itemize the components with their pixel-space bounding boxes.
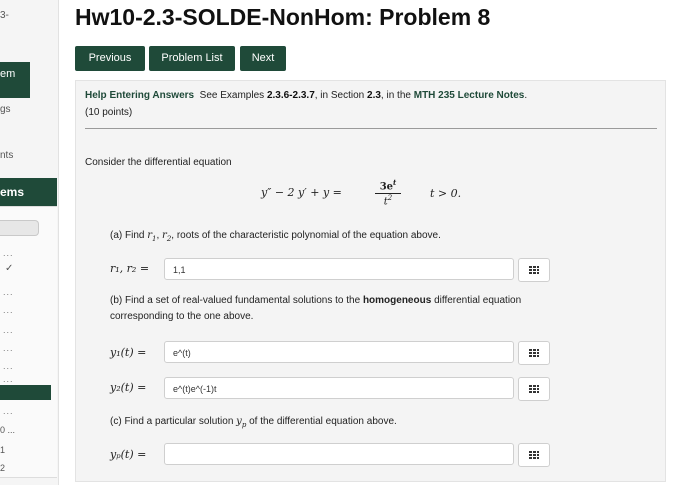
page-title: Hw10-2.3-SOLDE-NonHom: Problem 8 [75, 4, 491, 30]
sidebar-fragment[interactable]: nts [0, 150, 14, 161]
part-b-prompt-line2: corresponding to the one above. [110, 311, 254, 322]
equation-fraction [375, 178, 401, 208]
part-a-prompt [110, 230, 441, 243]
keypad-icon [529, 349, 539, 357]
y2-label: y₂(t) = [110, 381, 147, 394]
part-b-text: differential equation [434, 295, 522, 306]
sidebar-problem-item[interactable]: ... [3, 305, 14, 315]
yp-input[interactable] [164, 443, 514, 465]
y2-input[interactable]: e^(t)e^(-1)t [164, 377, 514, 399]
sidebar-problem-item[interactable]: 2 [0, 463, 6, 473]
keypad-icon [529, 385, 539, 393]
sidebar-item-active[interactable] [0, 62, 30, 98]
sidebar-problem-item[interactable]: ... [3, 374, 14, 384]
part-c-text: (c) Find a particular solution [110, 416, 234, 427]
equation-editor-button[interactable] [518, 377, 550, 401]
equation-editor-button[interactable] [518, 258, 550, 282]
r2-subscript: 2 [166, 235, 172, 243]
part-b-text: (b) Find a set of real-valued fundamental solutions to the [110, 295, 361, 306]
sidebar-input[interactable] [0, 220, 39, 236]
check-icon: ✓ [5, 263, 14, 274]
part-a-text: (a) Find [110, 230, 145, 241]
sidebar-problem-item[interactable]: ... [3, 287, 14, 297]
help-entering-answers-link[interactable]: Help Entering Answers [85, 90, 195, 101]
previous-button[interactable]: Previous [75, 46, 145, 71]
examples-ref: 2.3.6-2.3.7 [266, 90, 315, 101]
r1-subscript: 1 [152, 235, 157, 243]
divider [85, 128, 657, 129]
sidebar-problem-item[interactable]: ... [3, 325, 14, 335]
sidebar-problem-item[interactable]: ... [3, 343, 14, 353]
help-line [85, 90, 527, 101]
equation-editor-button[interactable] [518, 443, 550, 467]
help-text: , in the [380, 90, 411, 101]
sidebar-problem-item[interactable]: 0 ... [0, 425, 16, 435]
problem-panel [75, 80, 666, 482]
sidebar-problem-item[interactable]: 1 [0, 445, 6, 455]
sidebar-problem-selected[interactable] [0, 385, 51, 400]
sidebar-fragment: 3- [0, 10, 9, 21]
fraction-numerator: 3e [379, 181, 394, 193]
sidebar-section-label: ems [0, 185, 25, 199]
r1-symbol: r [147, 230, 153, 241]
sidebar [0, 0, 59, 485]
sidebar-problem-list [0, 206, 57, 478]
yp-symbol: y [236, 416, 242, 427]
part-b-prompt [110, 295, 521, 306]
part-a-sep: , [156, 230, 160, 241]
keypad-icon [529, 266, 539, 274]
equation-lhs: y″ − 2 y′ + y = [261, 186, 342, 199]
numerator-exponent: t [393, 178, 397, 187]
yp-subscript: p [241, 421, 247, 429]
part-b-emphasis: homogeneous [362, 295, 432, 306]
sidebar-problem-item[interactable]: ... [3, 361, 14, 371]
r1-r2-label: r₁, r₂ = [110, 262, 150, 275]
sidebar-problem-item[interactable]: ... [3, 406, 14, 416]
sidebar-section-header [0, 178, 57, 206]
fraction-denominator: t [383, 196, 388, 208]
y1-label: y₁(t) = [110, 346, 147, 359]
problem-intro: Consider the differential equation [85, 157, 232, 168]
sidebar-item-label: em [0, 68, 16, 80]
lecture-notes-link[interactable]: MTH 235 Lecture Notes [413, 90, 525, 101]
part-a-text: , roots of the characteristic polynomial of the equation above. [171, 230, 441, 241]
y1-input[interactable]: e^(t) [164, 341, 514, 363]
sidebar-problem-item[interactable]: ... [3, 248, 14, 258]
equation-condition: t > 0. [430, 187, 462, 200]
denominator-exponent: 2 [387, 194, 393, 203]
help-text: . [524, 90, 528, 101]
part-c-text: of the differential equation above. [249, 416, 397, 427]
equation-editor-button[interactable] [518, 341, 550, 365]
r2-symbol: r [162, 230, 167, 241]
part-c-prompt [110, 416, 397, 429]
points-label: (10 points) [85, 107, 133, 118]
next-button[interactable]: Next [240, 46, 286, 71]
problem-list-button[interactable]: Problem List [149, 46, 235, 71]
section-ref: 2.3 [367, 90, 381, 101]
keypad-icon [529, 451, 539, 459]
sidebar-fragment[interactable]: gs [0, 104, 11, 115]
r1-r2-input[interactable]: 1,1 [164, 258, 514, 280]
yp-label: yₚ(t) = [110, 448, 147, 461]
help-text: See Examples [199, 90, 265, 101]
help-text: , in Section [314, 90, 365, 101]
